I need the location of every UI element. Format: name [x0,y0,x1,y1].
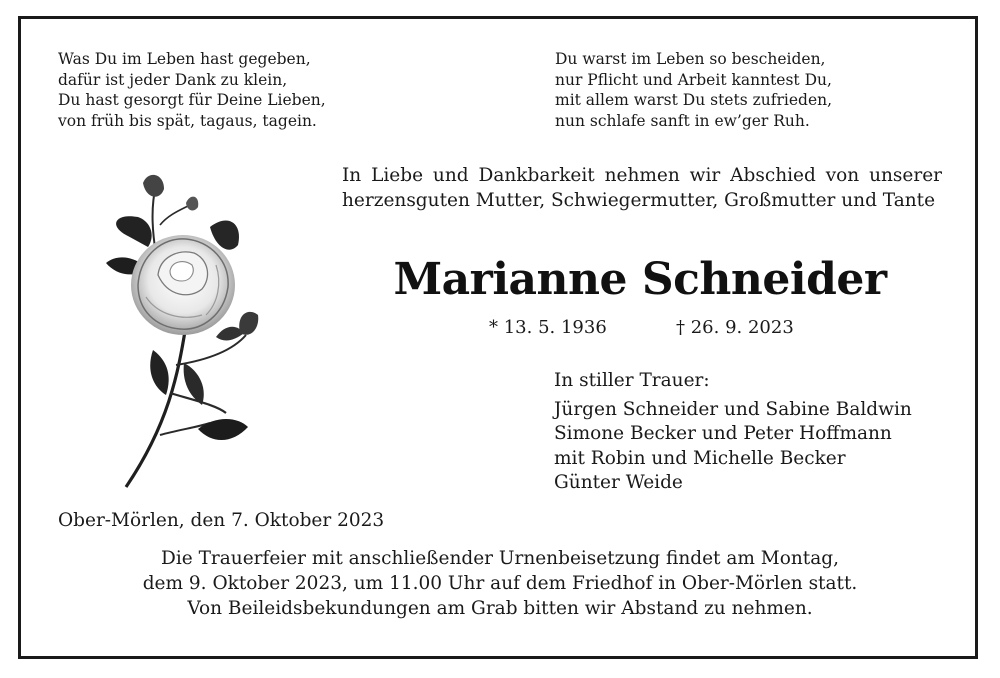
rose-icon [98,165,278,495]
birth-date: * 13. 5. 1936 [489,317,607,338]
death-date: † 26. 9. 2023 [676,317,794,338]
place-and-date: Ober-Mörlen, den 7. Oktober 2023 [58,510,385,531]
poem-left-line: Was Du im Leben hast gegeben, [58,50,311,68]
notice-line: dem 9. Oktober 2023, um 11.00 Uhr auf dem Friedhof in Ober-Mörlen statt. [142,573,858,594]
intro-text: In Liebe und Dankbarkeit nehmen wir Abschied von unserer herzensguten Mutter, Schwiegermutter, Großmutter und Tante [342,165,942,211]
mourners-block [554,369,912,496]
notice-line: Die Trauerfeier mit anschließender Urnenbeisetzung findet am Montag, [161,548,839,569]
mourner-name: mit Robin und Michelle Becker [554,447,846,469]
poem-left-line: dafür ist jeder Dank zu klein, [58,70,288,89]
mourners-heading: In stiller Trauer: [554,370,710,391]
poem-left-line: von früh bis spät, tagaus, tagein. [58,111,317,130]
funeral-notice [30,546,970,621]
poem-left-line: Du hast gesorgt für Deine Lieben, [58,91,326,109]
mourner-name: Günter Weide [554,472,683,493]
poem-left [58,49,326,131]
mourner-name: Simone Becker und Peter Hoffmann [554,423,892,444]
poem-right-line: Du warst im Leben so bescheiden, [555,50,826,68]
poem-right-line: mit allem warst Du stets zufrieden, [555,91,833,109]
poem-right-line: nun schlafe sanft in ew’ger Ruh. [555,111,810,130]
mourner-name: Jürgen Schneider und Sabine Baldwin [554,398,912,420]
notice-line: Von Beileidsbekundungen am Grab bitten wir Abstand zu nehmen. [187,598,813,619]
poem-right-line: nur Pflicht und Arbeit kanntest Du, [555,70,832,89]
poem-right [555,49,832,131]
deceased-name: Marianne Schneider [393,254,887,305]
